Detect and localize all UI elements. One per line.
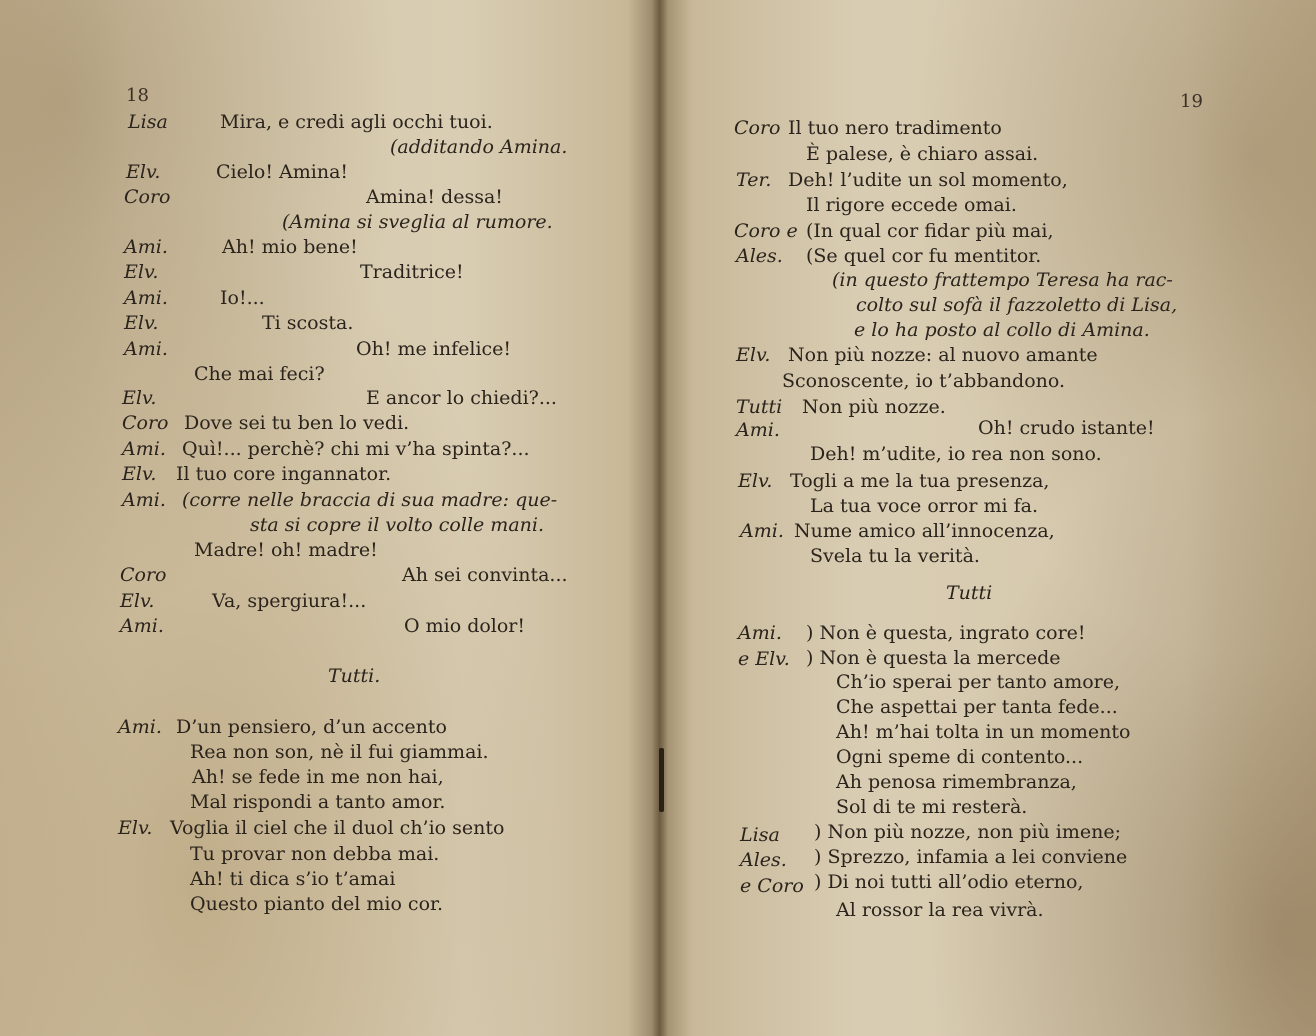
speaker-label: Coro xyxy=(734,117,781,139)
verse-line: È palese, è chiaro assai. xyxy=(806,143,1039,165)
section-heading: Tutti xyxy=(946,582,993,604)
speaker-label: Coro xyxy=(122,412,169,434)
stage-direction: (in questo frattempo Teresa ha rac- xyxy=(832,269,1173,291)
speaker-label: Ami. xyxy=(736,419,780,441)
speaker-label: Ales. xyxy=(740,849,787,871)
verse-line: Ah sei convinta... xyxy=(402,564,568,586)
verse-line: Al rossor la rea vivrà. xyxy=(836,899,1044,921)
verse-line: Deh! m’udite, io rea non sono. xyxy=(810,443,1102,465)
speaker-label: Ales. xyxy=(736,245,783,267)
verse-line: Sol di te mi resterà. xyxy=(836,796,1028,818)
speaker-label: Coro xyxy=(124,186,171,208)
speaker-label: Ami. xyxy=(740,520,784,542)
verse-line: Deh! l’udite un sol momento, xyxy=(788,169,1068,191)
verse-line: Dove sei tu ben lo vedi. xyxy=(184,412,410,434)
verse-line: Mira, e credi agli occhi tuoi. xyxy=(220,111,493,133)
speaker-label: Ami. xyxy=(122,438,166,460)
speaker-label: Elv. xyxy=(124,312,159,334)
verse-line: Mal rispondi a tanto amor. xyxy=(190,791,446,813)
stage-direction: (additando Amina. xyxy=(390,136,568,158)
speaker-label: Ami. xyxy=(738,622,782,644)
verse-line: Madre! oh! madre! xyxy=(194,539,378,561)
speaker-label: Lisa xyxy=(128,111,168,133)
speaker-label: Lisa xyxy=(740,824,780,846)
verse-line: Rea non son, nè il fui giammai. xyxy=(190,741,489,763)
verse-line: Il tuo core ingannator. xyxy=(176,463,392,485)
verse-line: Ah! se fede in me non hai, xyxy=(192,766,444,788)
verse-line: Non più nozze: al nuovo amante xyxy=(788,344,1098,366)
verse-line: ) Non è questa, ingrato core! xyxy=(806,622,1086,644)
verse-line: Ti scosta. xyxy=(262,312,354,334)
page-crease xyxy=(659,748,664,812)
page-number: 18 xyxy=(126,85,149,106)
verse-line: Voglia il ciel che il duol ch’io sento xyxy=(170,817,505,839)
speaker-label: Elv. xyxy=(118,817,153,839)
verse-line: Questo pianto del mio cor. xyxy=(190,893,444,915)
stage-direction: sta si copre il volto colle mani. xyxy=(250,514,544,536)
verse-line: Il tuo nero tradimento xyxy=(788,117,1002,139)
verse-line: E ancor lo chiedi?... xyxy=(366,387,557,409)
verse-line: Ah! mio bene! xyxy=(222,236,358,258)
speaker-label: e Coro xyxy=(740,875,804,897)
stage-direction: (Amina si sveglia al rumore. xyxy=(282,211,553,233)
speaker-label: Elv. xyxy=(120,590,155,612)
speaker-label: Elv. xyxy=(738,470,773,492)
speaker-label: Ami. xyxy=(120,615,164,637)
speaker-label: Coro xyxy=(120,564,167,586)
verse-line: Che mai feci? xyxy=(194,363,325,385)
verse-line: ) Non è questa la mercede xyxy=(806,647,1061,669)
verse-line: D’un pensiero, d’un accento xyxy=(176,716,447,738)
verse-line: Quì!... perchè? chi mi v’ha spinta?... xyxy=(182,438,530,460)
speaker-label: Elv. xyxy=(122,463,157,485)
verse-line: Che aspettai per tanta fede... xyxy=(836,696,1118,718)
speaker-label: Ami. xyxy=(124,338,168,360)
speaker-label: Ami. xyxy=(124,236,168,258)
verse-line: (Se quel cor fu mentitor. xyxy=(806,245,1042,267)
verse-line: Traditrice! xyxy=(360,261,464,283)
verse-line: Oh! me infelice! xyxy=(356,338,512,360)
right-page xyxy=(660,0,1316,1036)
speaker-label: Elv. xyxy=(126,161,161,183)
verse-line: O mio dolor! xyxy=(404,615,526,637)
verse-line: ) Sprezzo, infamia a lei conviene xyxy=(814,846,1128,868)
verse-line: ) Non più nozze, non più imene; xyxy=(814,821,1122,843)
stage-direction: (corre nelle braccia di sua madre: que- xyxy=(182,489,558,511)
verse-line: Ah! ti dica s’io t’amai xyxy=(190,868,396,890)
verse-line: Ch’io sperai per tanto amore, xyxy=(836,671,1121,693)
verse-line: Cielo! Amina! xyxy=(216,161,349,183)
section-heading: Tutti. xyxy=(328,665,381,687)
stage-direction: colto sul sofà il fazzoletto di Lisa, xyxy=(856,294,1178,316)
verse-line: Amina! dessa! xyxy=(366,186,503,208)
speaker-label: Ami. xyxy=(122,489,166,511)
speaker-label: e Elv. xyxy=(738,648,790,670)
book-gutter xyxy=(652,0,668,1036)
verse-line: Tu provar non debba mai. xyxy=(190,843,440,865)
verse-line: Sconoscente, io t’abbandono. xyxy=(782,370,1066,392)
verse-line: Ogni speme di contento... xyxy=(836,746,1084,768)
speaker-label: Coro e xyxy=(734,220,798,242)
speaker-label: Ami. xyxy=(118,716,162,738)
verse-line: (In qual cor fidar più mai, xyxy=(806,220,1054,242)
verse-line: Oh! crudo istante! xyxy=(978,417,1155,439)
stage-direction: e lo ha posto al collo di Amina. xyxy=(854,319,1150,341)
verse-line: Io!... xyxy=(220,287,265,309)
speaker-label: Elv. xyxy=(124,261,159,283)
verse-line: ) Di noi tutti all’odio eterno, xyxy=(814,871,1084,893)
verse-line: Va, spergiura!... xyxy=(212,590,367,612)
verse-line: Svela tu la verità. xyxy=(810,545,980,567)
speaker-label: Ami. xyxy=(124,287,168,309)
verse-line: Il rigore eccede omai. xyxy=(806,194,1017,216)
speaker-label: Ter. xyxy=(736,169,772,191)
speaker-label: Elv. xyxy=(736,344,771,366)
speaker-label: Elv. xyxy=(122,387,157,409)
verse-line: Ah! m’hai tolta in un momento xyxy=(836,721,1131,743)
verse-line: Non più nozze. xyxy=(802,396,946,418)
page-number: 19 xyxy=(1180,91,1203,112)
verse-line: Nume amico all’innocenza, xyxy=(794,520,1055,542)
verse-line: Ah penosa rimembranza, xyxy=(836,771,1077,793)
verse-line: Togli a me la tua presenza, xyxy=(790,470,1050,492)
verse-line: La tua voce orror mi fa. xyxy=(810,495,1039,517)
speaker-label: Tutti xyxy=(736,396,783,418)
